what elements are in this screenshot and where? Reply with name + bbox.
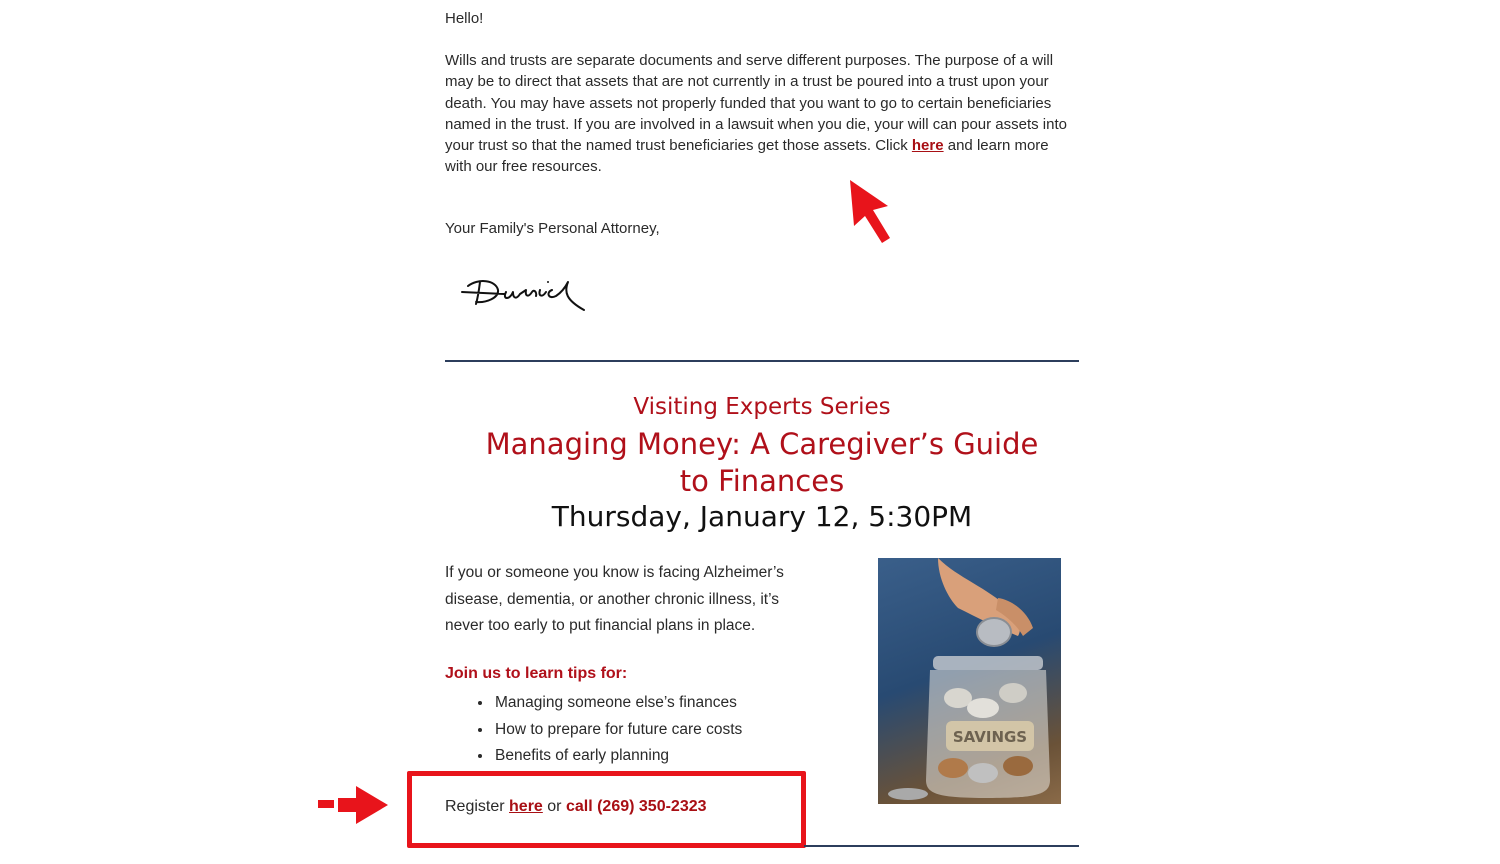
register-label: Register (445, 798, 505, 815)
tips-list (445, 690, 742, 770)
event-title: Managing Money: A Caregiver’s Guide to Finances (485, 427, 1039, 498)
list-item: • How to prepare for future care costs (493, 717, 742, 744)
section-divider (445, 360, 1079, 362)
jar-label: SAVINGS (952, 728, 1028, 746)
body-text-end: and learn more with our free resources. (445, 137, 1049, 176)
here-link[interactable]: here (911, 137, 944, 155)
register-here-link[interactable]: here (509, 798, 543, 815)
greeting: Hello! (445, 10, 484, 27)
or-text: or (547, 798, 562, 815)
annotation-arrow-left-icon (316, 784, 390, 826)
register-line (445, 798, 707, 816)
signature-image (458, 270, 593, 318)
list-item: • Managing someone else’s finances (493, 690, 742, 717)
join-label: Join us to learn tips for: (445, 665, 628, 682)
savings-jar-image (878, 558, 1061, 804)
event-date: Thursday, January 12, 5:30PM (551, 500, 973, 533)
signoff: Your Family's Personal Attorney, (445, 220, 660, 237)
event-description: If you or someone you know is facing Alzheimer’s disease, dementia, or another chronic illness, it’s never too early to put financial plans in place. (445, 564, 784, 634)
list-item: • Benefits of early planning (493, 743, 742, 770)
annotation-arrow-icon (840, 176, 900, 248)
savings-jar-photo (878, 558, 1061, 804)
body-paragraph (445, 50, 1073, 178)
call-link[interactable]: call (269) 350-2323 (565, 798, 707, 815)
series-title: Visiting Experts Series (633, 394, 891, 420)
section-divider-bottom (804, 845, 1079, 847)
body-text: Wills and trusts are separate documents and serve different purposes. The purpose of a will may be to direct that assets that are not currently in a trust be poured into a trust upon your death. You may have assets not properly funded that you want to go to certain beneficiaries named in the trust. If you are involved in a lawsuit when you die, your will can pour assets into your trust so that the named trust beneficiaries get those assets. Click (445, 52, 1067, 155)
